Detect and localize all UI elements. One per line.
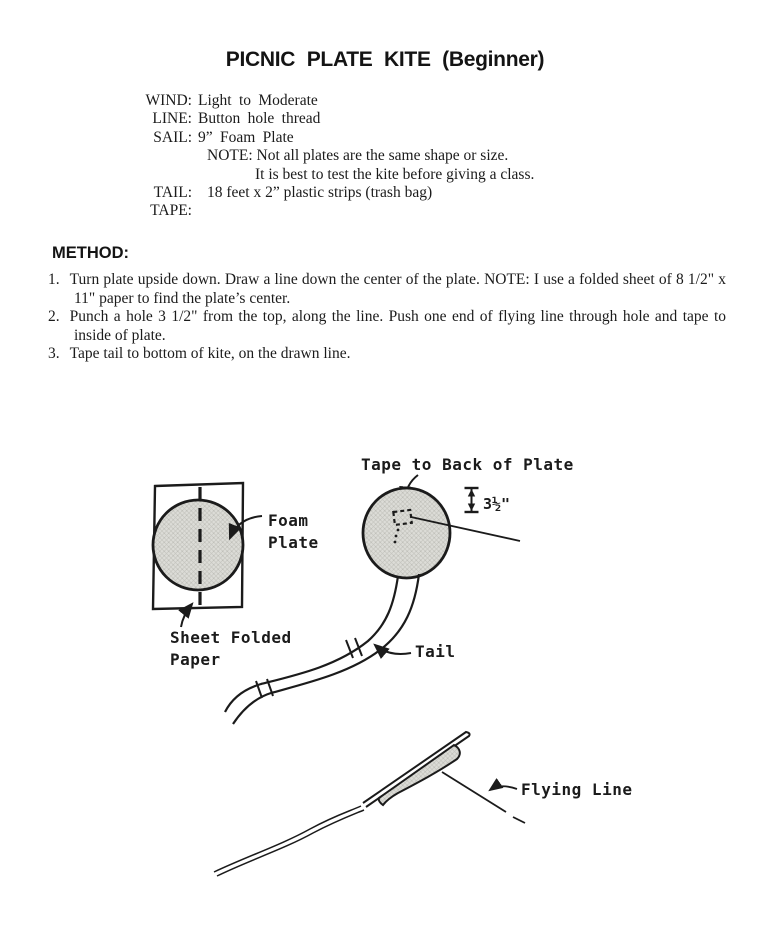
spec-label: TAPE:: [150, 202, 192, 220]
drawn-line-dot: [394, 541, 397, 544]
spec-label: SAIL:: [153, 128, 192, 146]
tail-arrow: [375, 645, 411, 654]
method-step-text: Tape tail to bottom of kite, on the drawn line.: [69, 345, 351, 362]
dimension-label: 3½": [483, 495, 511, 513]
method-step-text: Turn plate upside down. Draw a line down the center of the plate. NOTE: I use a folded sheet of 8 1/2" x 11" paper to find the plate’s center.: [69, 271, 726, 307]
flying-line-arrow: [490, 786, 517, 790]
flying-line-label: Flying Line: [521, 780, 633, 799]
dimension-marker: [465, 488, 479, 512]
plate-side-view: [214, 732, 470, 876]
tape-note-label: Tape to Back of Plate: [361, 455, 574, 474]
foam-plate-label-2: Plate: [268, 533, 319, 552]
side-view-tail-line: [214, 806, 361, 872]
sheet-folded-label-2: Paper: [170, 650, 221, 669]
drawn-line-dot: [397, 529, 400, 532]
spec-value: 9” Foam Plate: [198, 128, 294, 146]
spec-label: WIND:: [145, 92, 192, 109]
plate-rim-edge: [363, 732, 470, 807]
foam-plate-label: Foam: [268, 511, 309, 530]
spec-value: Button hole thread: [198, 110, 321, 128]
flying-line: [442, 772, 525, 823]
method-step-text: Punch a hole 3 1/2" from the top, along the line. Push one end of flying line through hole and tape to inside of plate.: [69, 308, 726, 344]
side-view-tail-line: [217, 810, 364, 876]
page-title: PICNIC PLATE KITE (Beginner): [225, 48, 545, 71]
tail-ribbon: [225, 574, 419, 724]
spec-value: It is best to test the kite before giving a class.: [255, 165, 535, 183]
plate-back-circle: [363, 488, 450, 578]
spec-value: Light to Moderate: [198, 92, 318, 109]
tail-label: Tail: [415, 642, 456, 661]
drawn-line-dot: [395, 535, 398, 538]
foam-plate-circle: [153, 500, 243, 590]
spec-value: NOTE: Not all plates are the same shape or size.: [207, 147, 509, 165]
spec-label: LINE:: [152, 110, 192, 128]
method-step-number: 3.: [48, 345, 60, 362]
method-step-number: 1.: [48, 271, 60, 288]
spec-value: 18 feet x 2” plastic strips (trash bag): [207, 184, 433, 202]
sheet-folded-label: Sheet Folded: [170, 628, 292, 647]
method-heading: METHOD:: [52, 244, 129, 262]
spec-label: TAIL:: [153, 184, 192, 202]
method-step-number: 2.: [48, 308, 60, 325]
